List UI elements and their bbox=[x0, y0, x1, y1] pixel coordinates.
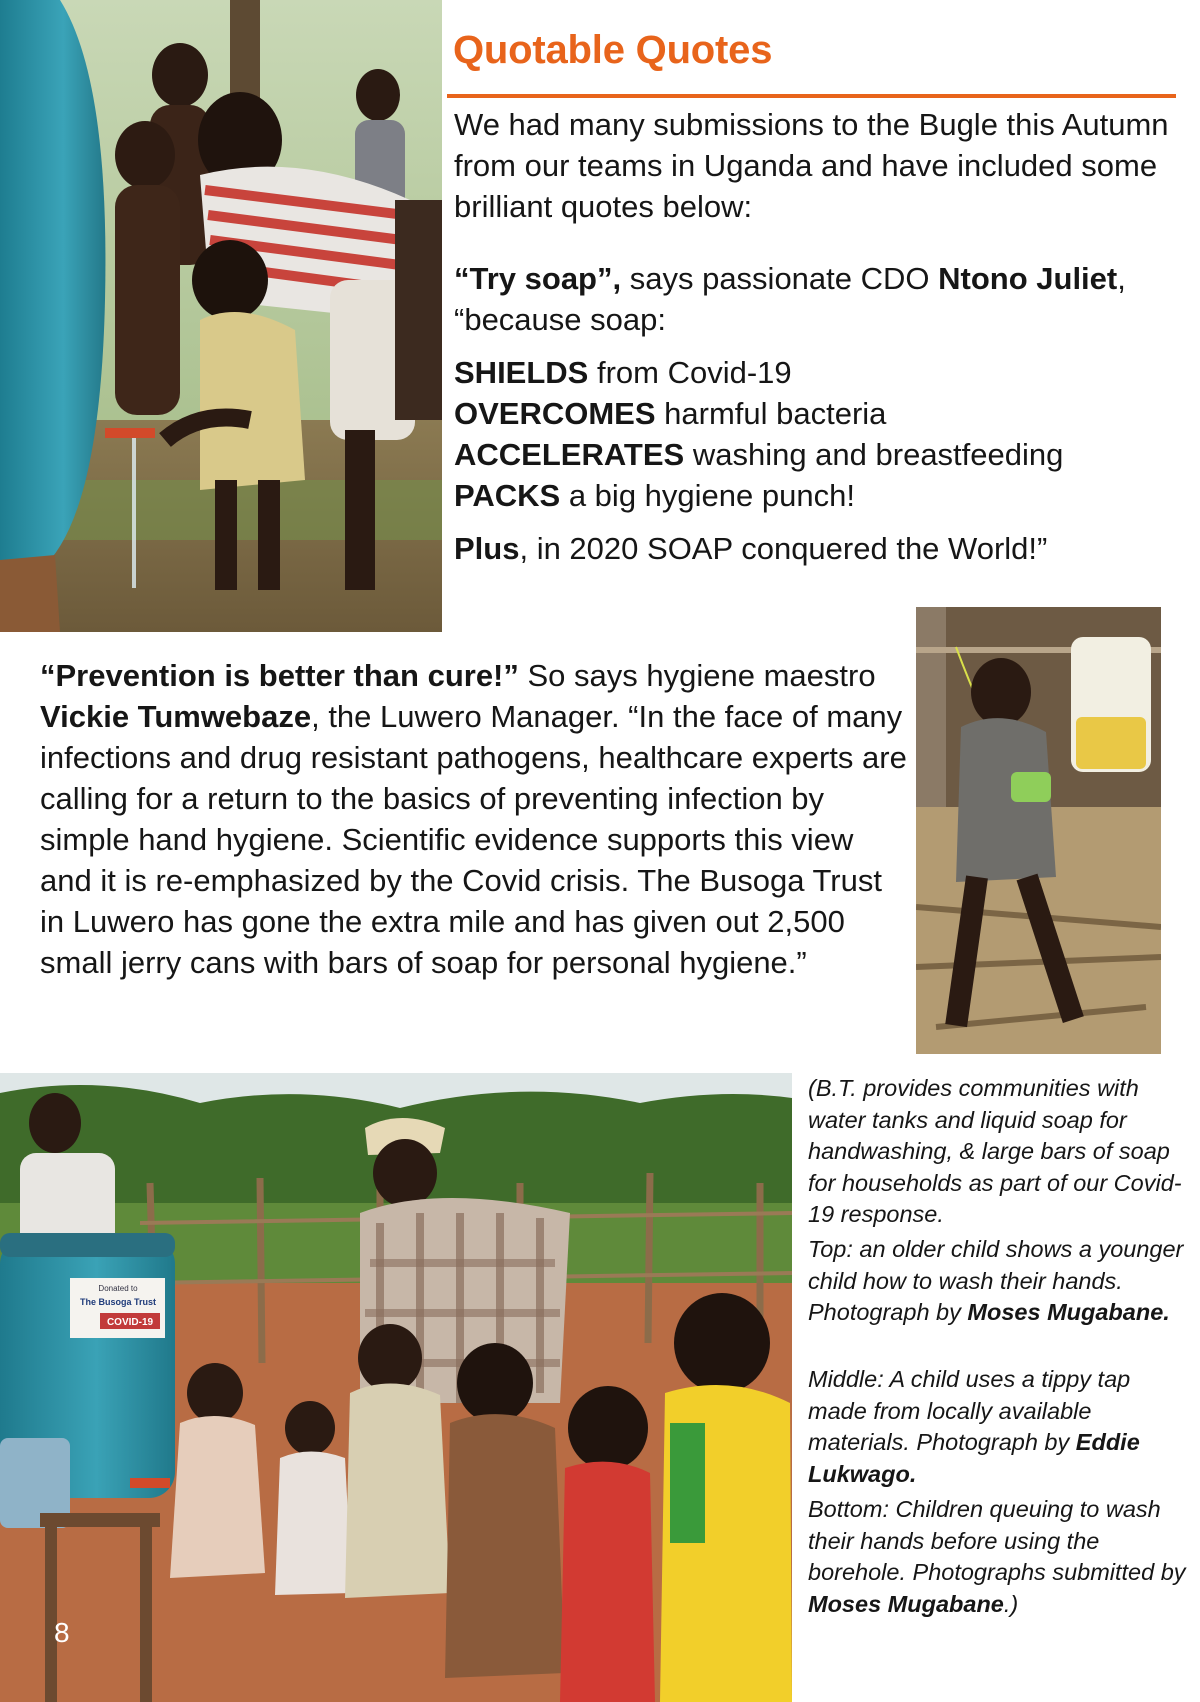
tank-label-donated: Donated to bbox=[98, 1284, 138, 1293]
acrostic-word: SHIELDS bbox=[454, 355, 589, 390]
caption-middle-photo bbox=[808, 1364, 1190, 1490]
person-name: Ntono Juliet bbox=[938, 261, 1118, 296]
acrostic-rest: harmful bacteria bbox=[655, 396, 887, 431]
acrostic-rest: from Covid-19 bbox=[588, 355, 792, 390]
caption-text: Bottom: Children queuing to wash their hands before using the borehole. Photographs submitted by bbox=[808, 1496, 1186, 1585]
person-name: Vickie Tumwebaze bbox=[40, 699, 312, 734]
acrostic-word: ACCELERATES bbox=[454, 437, 685, 472]
acrostic-line bbox=[454, 434, 1174, 475]
photo-child-tippy-tap bbox=[916, 607, 1161, 1054]
acrostic-word: PACKS bbox=[454, 478, 561, 513]
caption-bottom-photo bbox=[808, 1494, 1190, 1620]
photographer-name: Eddie Lukwago. bbox=[808, 1429, 1140, 1487]
quote-text: So says hygiene maestro bbox=[518, 658, 876, 693]
acrostic-rest: washing and breastfeeding bbox=[684, 437, 1064, 472]
plus-rest: , in 2020 SOAP conquered the World!” bbox=[519, 531, 1048, 566]
page-number: 8 bbox=[54, 1617, 70, 1648]
caption-text: .) bbox=[1003, 1590, 1019, 1617]
photographer-name: Moses Mugabane. bbox=[967, 1299, 1170, 1325]
caption-intro: (B.T. provides communities with water tanks and liquid soap for handwashing, & large bars of soap for households as part of our Covid-19 response. bbox=[808, 1075, 1182, 1227]
photo-children-handwashing-tank bbox=[0, 0, 442, 632]
page-title: Quotable Quotes bbox=[453, 28, 773, 72]
photographer-name: Moses Mugabane bbox=[808, 1590, 1004, 1617]
soap-acrostic bbox=[454, 352, 1174, 516]
plus-line bbox=[454, 528, 1174, 569]
quote-text: , the Luwero Manager. “In the face of many infections and drug resistant pathogens, healthcare experts are calling for a return to the basics of preventing infection by simple hand hygiene. Scientific evidence supports this view and it is re-emphasized by the Covid crisis. The Busoga Trust in Luwero has gone the extra mile and has given out 2,500 small jerry cans with bars of soap for personal hygiene.” bbox=[40, 699, 907, 980]
acrostic-line bbox=[454, 352, 1174, 393]
tank-label-covid: COVID-19 bbox=[106, 1317, 154, 1328]
acrostic-line bbox=[454, 475, 1174, 516]
intro-paragraph: We had many submissions to the Bugle this Autumn from our teams in Uganda and have included some brilliant quotes below: bbox=[454, 107, 1169, 224]
plus-word: Plus bbox=[454, 531, 520, 566]
prevention-quote bbox=[40, 655, 910, 983]
quote-bold: “Prevention is better than cure!” bbox=[40, 658, 519, 693]
acrostic-word: OVERCOMES bbox=[454, 396, 656, 431]
quote-bold: “Try soap”, bbox=[454, 261, 622, 296]
caption-text: Top: an older child shows a younger child how to wash their hands. Photograph by bbox=[808, 1236, 1184, 1325]
photo-children-queuing-borehole bbox=[0, 1073, 792, 1702]
acrostic-line bbox=[454, 393, 1174, 434]
quote-text: , “because soap: bbox=[454, 261, 1126, 337]
tank-label-org: The Busoga Trust bbox=[79, 1297, 157, 1307]
caption-top-photo bbox=[808, 1234, 1190, 1329]
acrostic-rest: a big hygiene punch! bbox=[560, 478, 855, 513]
caption-text: Middle: A child uses a tippy tap made from locally available materials. Photograph by bbox=[808, 1366, 1131, 1455]
heading-underline bbox=[447, 94, 1176, 98]
quote-text: says passionate CDO bbox=[621, 261, 939, 296]
try-soap-quote bbox=[454, 258, 1174, 340]
